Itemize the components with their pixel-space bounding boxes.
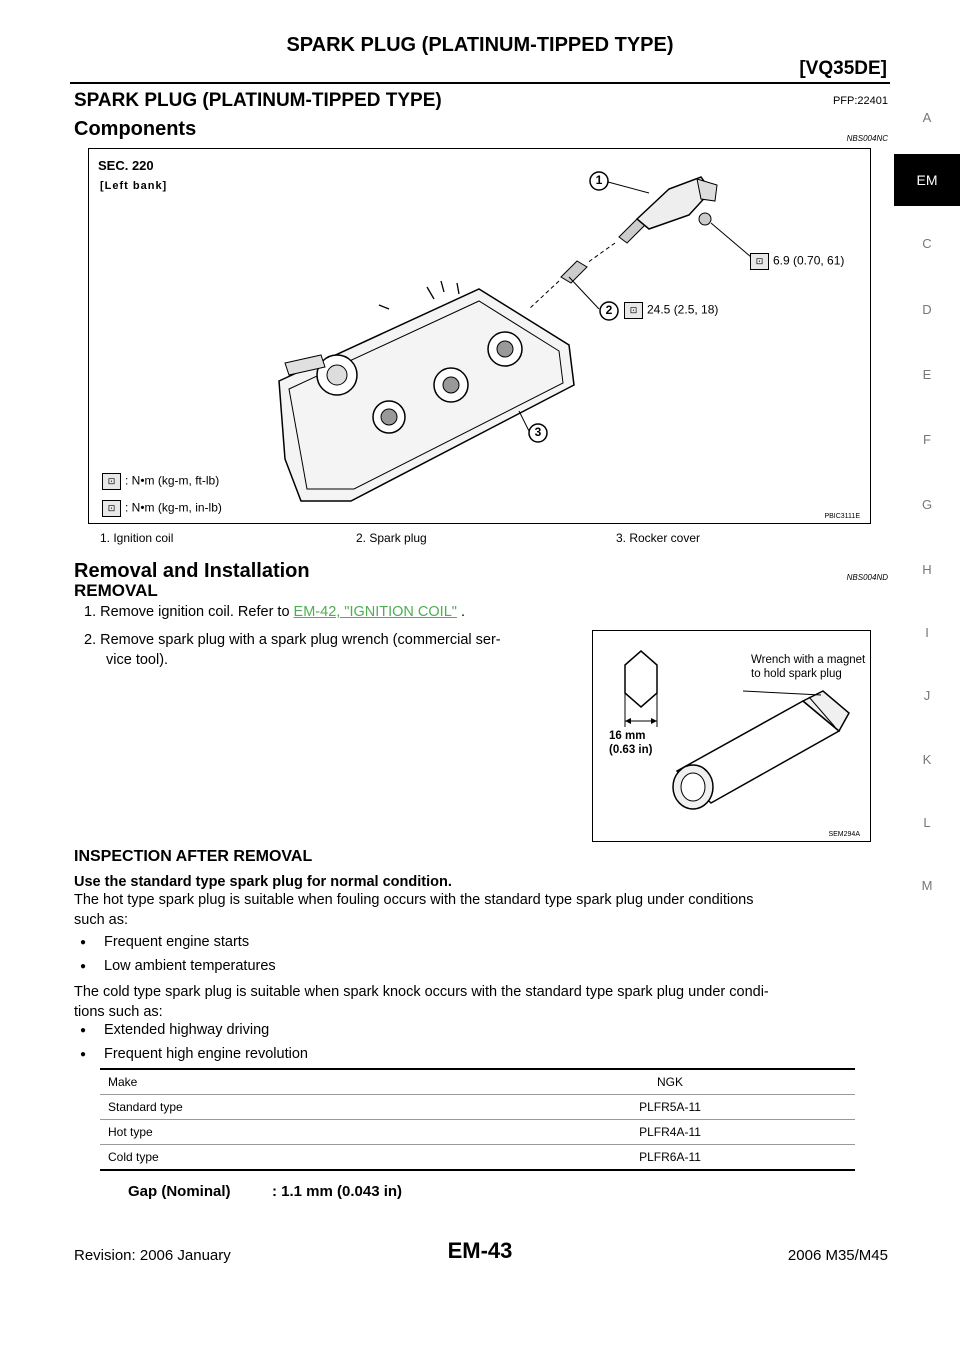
- table-cell: NGK: [477, 1069, 855, 1095]
- wrench-figure: [592, 630, 871, 842]
- torque-callout-1: ⊡ 6.9 (0.70, 61): [750, 253, 844, 270]
- section-title: SPARK PLUG (PLATINUM-TIPPED TYPE): [74, 90, 442, 111]
- standard-plug-note: Use the standard type spark plug for normal condition.: [74, 874, 452, 890]
- table-cell: PLFR5A-11: [477, 1095, 855, 1120]
- side-index-c[interactable]: C: [922, 236, 932, 251]
- torque-in-lb-icon: ⊡: [102, 500, 121, 517]
- side-index-i[interactable]: I: [925, 625, 929, 640]
- torque-callout-2: ⊡ 24.5 (2.5, 18): [624, 302, 718, 319]
- caption-1: 1. Ignition coil: [100, 531, 174, 545]
- page-number: EM-43: [447, 1238, 513, 1263]
- side-index-k[interactable]: K: [922, 752, 932, 767]
- bullet-item: ● Low ambient temperatures: [104, 958, 276, 974]
- table-row: [100, 1120, 855, 1145]
- side-index-a[interactable]: A: [922, 110, 932, 125]
- pfp-code: PFP:22401: [832, 95, 888, 107]
- wrench-label: Wrench with a magnet to hold spark plug: [751, 654, 866, 680]
- table-cell: Make: [100, 1069, 477, 1095]
- table-row: [100, 1095, 855, 1120]
- torque-ft-lb-icon: ⊡: [624, 302, 643, 319]
- legend-in-lb: ⊡ : N•m (kg-m, in-lb): [102, 500, 222, 517]
- callout-3: 3: [534, 425, 542, 439]
- removal-heading: Removal and Installation: [74, 560, 310, 582]
- table-cell: Hot type: [100, 1120, 477, 1145]
- hot-type-paragraph: The hot type spark plug is suitable when fouling occurs with the standard type spark plug under conditions such as:: [74, 892, 754, 928]
- spark-plug-spec-table: [100, 1068, 855, 1171]
- side-index-l[interactable]: L: [923, 815, 931, 830]
- components-figure: [88, 148, 871, 524]
- side-index-e[interactable]: E: [922, 367, 932, 382]
- callout-2: 2: [605, 303, 613, 317]
- table-row: [100, 1145, 855, 1171]
- header-rule: [70, 82, 890, 84]
- figure-section-number: SEC. 220: [98, 158, 154, 173]
- removal-step-2: 2. Remove spark plug with a spark plug wrench (commercial ser- vice tool).: [84, 632, 501, 668]
- inspection-heading: INSPECTION AFTER REMOVAL: [74, 848, 313, 865]
- table-cell: PLFR6A-11: [639, 1150, 701, 1164]
- figure-id: PBIC3111E: [824, 513, 860, 520]
- footer-revision: Revision: 2006 January: [74, 1247, 231, 1264]
- legend-ft-lb: ⊡ : N•m (kg-m, ft-lb): [102, 473, 219, 490]
- caption-3: 3. Rocker cover: [616, 531, 701, 545]
- bullet-item: ● Frequent engine starts: [104, 934, 249, 950]
- torque-in-lb-icon: ⊡: [750, 253, 769, 270]
- bullet-item: ● Frequent high engine revolution: [104, 1046, 308, 1062]
- torque-ft-lb-icon: ⊡: [102, 473, 121, 490]
- side-index-d[interactable]: D: [922, 302, 932, 317]
- figure-bank-label: [Left bank]: [100, 180, 168, 192]
- side-index-f[interactable]: F: [923, 432, 931, 447]
- caption-2: 2. Spark plug: [356, 531, 427, 545]
- cold-type-paragraph: The cold type spark plug is suitable when spark knock occurs with the standard type spark plug under condi- tions such as:: [74, 984, 769, 1020]
- page-header-title: SPARK PLUG (PLATINUM-TIPPED TYPE): [286, 34, 674, 56]
- bullet-item: ● Extended highway driving: [104, 1022, 269, 1038]
- figure-id: SEM294A: [828, 831, 860, 838]
- gap-label: Gap (Nominal): [128, 1183, 231, 1200]
- removal-subheading: REMOVAL: [74, 581, 158, 600]
- components-drawing: [89, 149, 870, 523]
- removal-code: NBS004ND: [846, 573, 888, 582]
- engine-model: [VQ35DE]: [799, 58, 887, 79]
- side-index-g[interactable]: G: [921, 497, 933, 512]
- side-index-em[interactable]: EM: [894, 154, 960, 206]
- components-code: NBS004NC: [846, 134, 888, 143]
- ignition-coil-link[interactable]: EM-42, "IGNITION COIL": [293, 604, 457, 620]
- side-index-m[interactable]: M: [921, 878, 933, 893]
- table-cell: Standard type: [100, 1095, 477, 1120]
- components-heading: Components: [74, 118, 197, 140]
- table-cell: PLFR4A-11: [477, 1120, 855, 1145]
- wrench-size: 16 mm (0.63 in): [609, 730, 653, 756]
- gap-value: : 1.1 mm (0.043 in): [272, 1183, 403, 1200]
- table-cell: Cold type: [108, 1150, 159, 1164]
- side-index-h[interactable]: H: [922, 562, 932, 577]
- removal-step-1: 1. Remove ignition coil. Refer to EM-42, "IGNITION COIL" .: [84, 604, 465, 620]
- side-index-j[interactable]: J: [923, 688, 931, 703]
- footer-model: 2006 M35/M45: [787, 1247, 888, 1264]
- table-row: [100, 1069, 855, 1095]
- callout-1: 1: [595, 173, 603, 187]
